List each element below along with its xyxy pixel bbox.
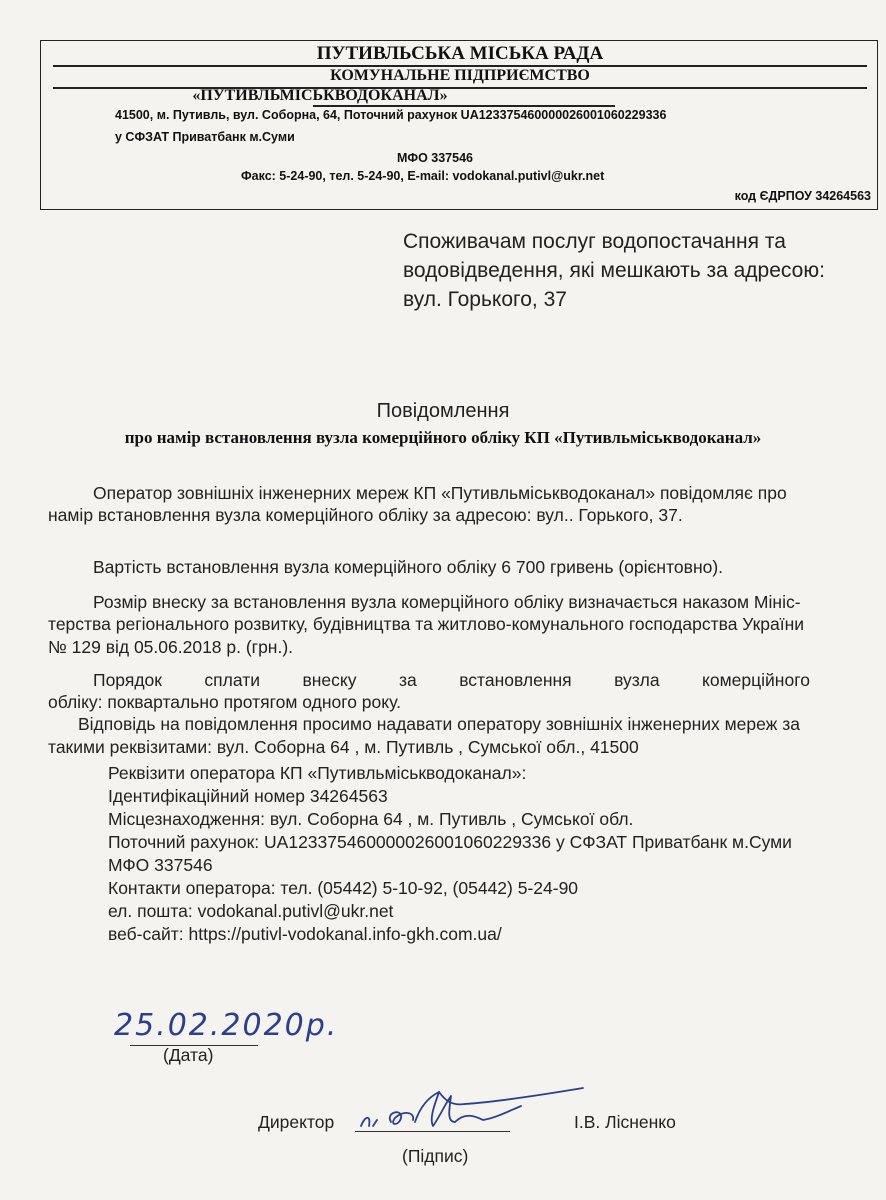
paragraph-1-line-2: намір встановлення вузла комерційного обліку за адресою: вул.. Горького, 37. xyxy=(48,505,683,525)
date-label: (Дата) xyxy=(163,1045,214,1065)
p4-word: встановлення xyxy=(459,670,572,690)
requisites-header: Реквізити оператора КП «Путивльміськводоканал»: xyxy=(108,763,527,783)
letterhead xyxy=(40,40,878,210)
p4-word: внеску xyxy=(302,670,357,690)
paragraph-4-line-2: обліку: поквартально протягом одного року. xyxy=(48,692,401,712)
director-name: І.В. Лісненко xyxy=(574,1112,676,1132)
requisites-website: веб-сайт: https://putivl-vodokanal.info-gkh.com.ua/ xyxy=(108,924,502,944)
letterhead-bank: у СФЗАТ Приватбанк м.Суми xyxy=(115,130,295,144)
paragraph-4-line-1 xyxy=(93,670,810,691)
letterhead-address: 41500, м. Путивль, вул. Соборна, 64, Поточний рахунок UA123375460000026001060229336 xyxy=(115,108,667,122)
handwritten-date: 25.02.2020р. xyxy=(114,1008,339,1043)
requisites-location: Місцезнаходження: вул. Соборна 64 , м. Путивль , Сумської обл. xyxy=(108,809,634,829)
p4-word: Порядок xyxy=(93,670,162,690)
paragraph-3-line-1: Розмір внеску за встановлення вузла комерційного обліку визначається наказом Мініс- xyxy=(93,592,801,612)
notice-title: Повідомлення xyxy=(376,400,510,422)
requisites-id: Ідентифікаційний номер 34264563 xyxy=(108,786,388,806)
recipient-line-2: водовідведення, які мешкають за адресою: xyxy=(403,259,825,282)
paragraph-1-line-1: Оператор зовнішніх інженерних мереж КП «Путивльміськводоканал» повідомляє про xyxy=(93,483,787,503)
signature-label: (Підпис) xyxy=(402,1146,469,1166)
notice-subtitle: про намір встановлення вузла комерційного обліку КП «Путивльміськводоканал» xyxy=(124,428,762,447)
recipient-line-3: вул. Горького, 37 xyxy=(403,288,567,311)
letterhead-company-name: «ПУТИВЛЬМІСЬКВОДОКАНАЛ» xyxy=(192,87,448,104)
requisites-email: ел. пошта: vodokanal.putivl@ukr.net xyxy=(108,901,394,921)
letterhead-edrpou: код ЄДРПОУ 34264563 xyxy=(734,189,871,203)
recipient-line-1: Споживачам послуг водопостачання та xyxy=(403,230,786,253)
paragraph-3-line-3: № 129 від 05.06.2018 р. (грн.). xyxy=(48,637,294,657)
paragraph-2: Вартість встановлення вузла комерційного обліку 6 700 гривень (орієнтовно). xyxy=(93,557,724,577)
letterhead-rule-3 xyxy=(313,105,615,107)
p4-word: за xyxy=(398,670,417,690)
letterhead-contacts: Факс: 5-24-90, тел. 5-24-90, E-mail: vodokanal.putivl@ukr.net xyxy=(241,169,605,183)
requisites-mfo: МФО 337546 xyxy=(108,855,213,875)
p4-word: сплати xyxy=(204,670,260,690)
paragraph-3-line-2: терства регіонального розвитку, будівництва та житлово-комунального господарства України xyxy=(48,614,805,634)
signature-scribble xyxy=(355,1082,595,1142)
director-title: Директор xyxy=(258,1112,335,1132)
p4-word: вузла xyxy=(614,670,660,690)
p4-word: комерційного xyxy=(702,670,810,690)
letterhead-enterprise: КОМУНАЛЬНЕ ПІДПРИЄМСТВО xyxy=(330,67,590,84)
requisites-account: Поточний рахунок: UA123375460000026001060229336 у СФЗАТ Приватбанк м.Суми xyxy=(108,832,792,852)
paragraph-5-line-1: Відповідь на повідомлення просимо надавати оператору зовнішніх інженерних мереж за xyxy=(78,714,800,734)
requisites-contacts: Контакти оператора: тел. (05442) 5-10-92, (05442) 5-24-90 xyxy=(108,878,579,898)
letterhead-council: ПУТИВЛЬСЬКА МІСЬКА РАДА xyxy=(316,43,604,64)
letterhead-mfo: МФО 337546 xyxy=(397,151,473,165)
paragraph-5-line-2: такими реквізитами: вул. Соборна 64 , м. Путивль , Сумської обл., 41500 xyxy=(48,737,639,757)
signature-line xyxy=(355,1131,510,1132)
